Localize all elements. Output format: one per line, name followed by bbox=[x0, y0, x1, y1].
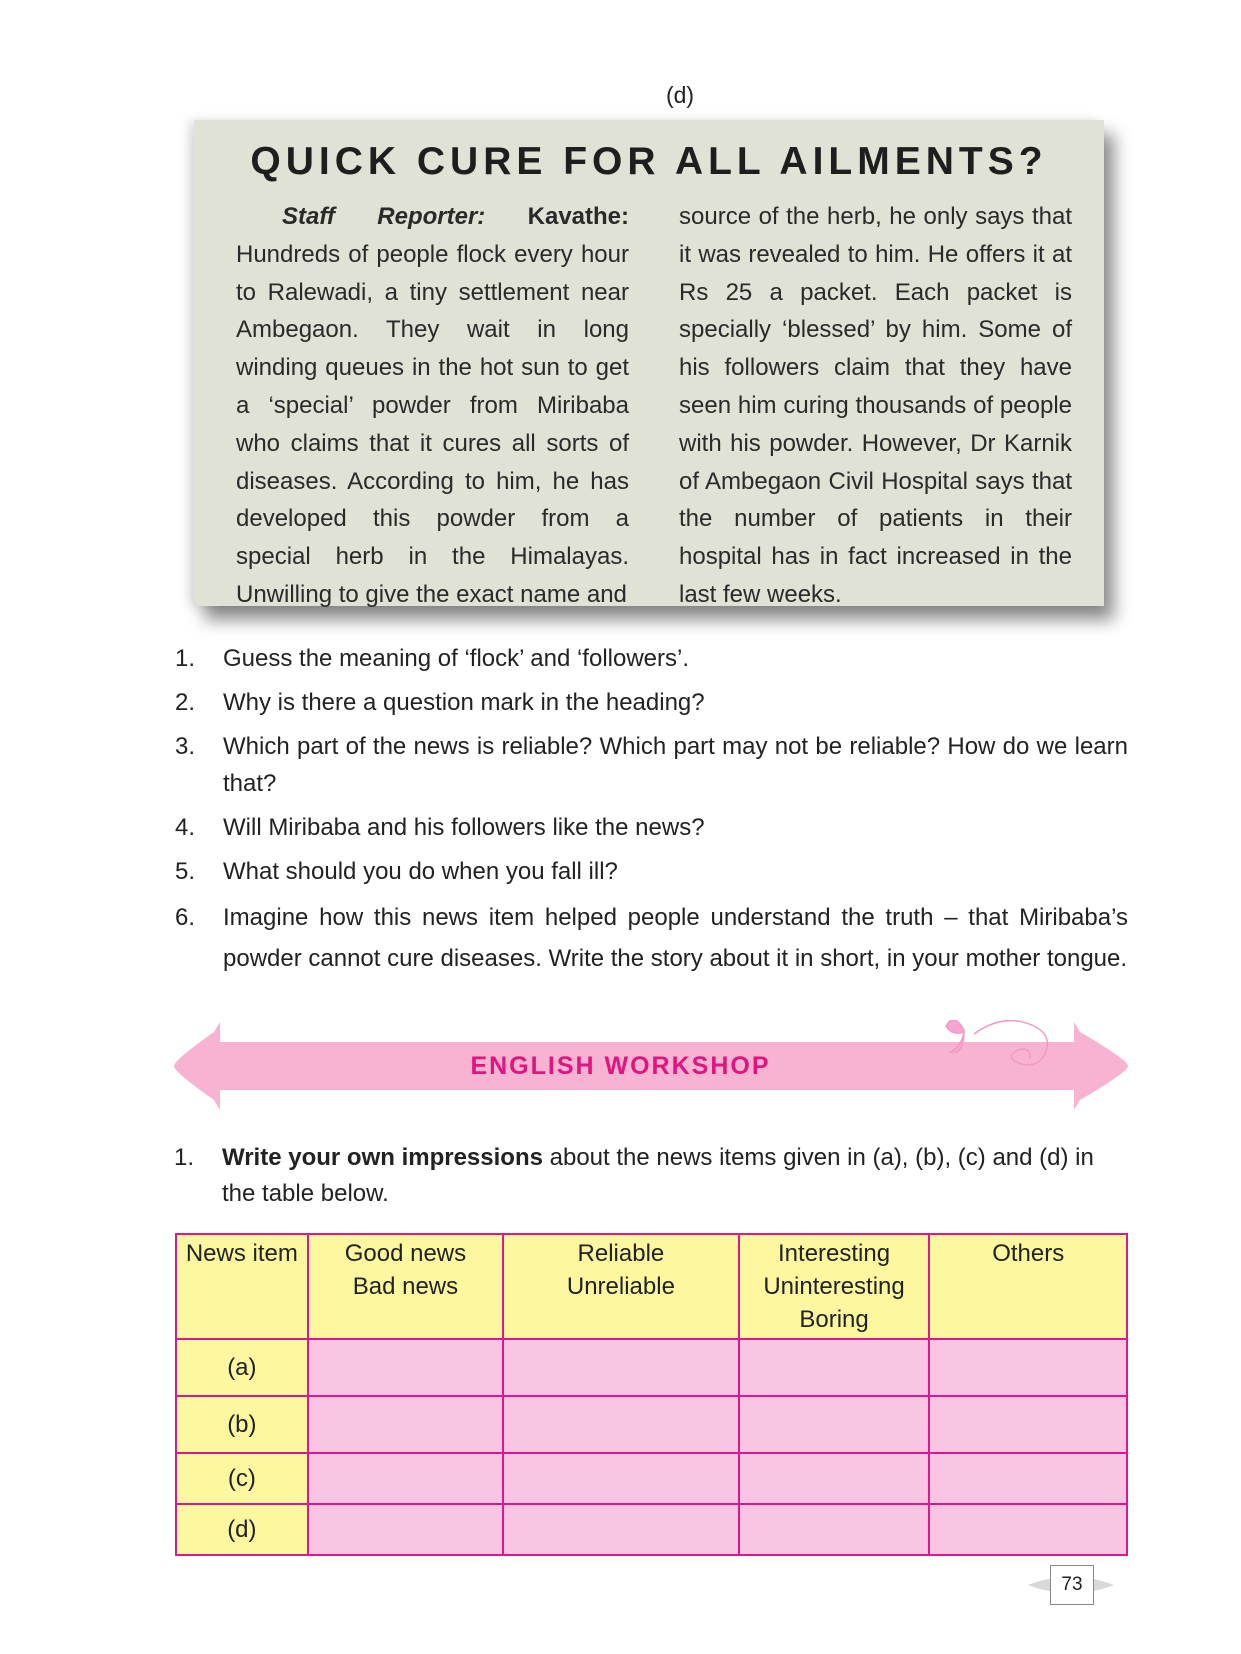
header-good-bad: Good news Bad news bbox=[308, 1234, 503, 1339]
page-number: 73 bbox=[1050, 1565, 1094, 1605]
table-cell[interactable] bbox=[308, 1339, 503, 1396]
question-item bbox=[175, 684, 1128, 721]
impressions-table bbox=[175, 1233, 1128, 1556]
header-news-item: News item bbox=[176, 1234, 308, 1339]
question-number: 4. bbox=[175, 814, 196, 841]
table-row bbox=[176, 1396, 1127, 1453]
table-cell[interactable] bbox=[929, 1504, 1127, 1555]
table-cell[interactable] bbox=[503, 1504, 738, 1555]
item-label: (d) bbox=[665, 82, 695, 108]
table-cell[interactable] bbox=[503, 1339, 738, 1396]
table-cell[interactable] bbox=[503, 1453, 738, 1504]
table-cell[interactable] bbox=[929, 1339, 1127, 1396]
question-number: 3. bbox=[175, 733, 196, 760]
row-label: (d) bbox=[176, 1504, 308, 1555]
question-item bbox=[175, 728, 1128, 802]
table-cell[interactable] bbox=[739, 1396, 930, 1453]
table-cell[interactable] bbox=[739, 1339, 930, 1396]
task-number: 1. bbox=[174, 1144, 195, 1171]
table-row bbox=[176, 1339, 1127, 1396]
question-item bbox=[175, 853, 1128, 890]
question-text: What should you do when you fall ill? bbox=[223, 858, 618, 885]
question-number: 1. bbox=[175, 645, 196, 672]
question-list bbox=[175, 640, 1128, 986]
table-row bbox=[176, 1453, 1127, 1504]
table-cell[interactable] bbox=[739, 1504, 930, 1555]
question-number: 2. bbox=[175, 689, 196, 716]
question-item bbox=[175, 640, 1128, 677]
table-cell[interactable] bbox=[308, 1396, 503, 1453]
row-label: (b) bbox=[176, 1396, 308, 1453]
table-cell[interactable] bbox=[929, 1453, 1127, 1504]
workshop-task bbox=[174, 1140, 1128, 1212]
question-text: Which part of the news is reliable? Which part may not be reliable? How do we learn that? bbox=[223, 733, 1128, 797]
news-column-left bbox=[236, 198, 629, 614]
table-header-row bbox=[176, 1234, 1127, 1339]
byline-reporter: Reporter: bbox=[377, 203, 486, 230]
task-bold-text: Write your own impressions bbox=[222, 1144, 543, 1171]
news-left-text: Hundreds of people flock every hour to Ralewadi, a tiny settlement near Ambegaon. They wait in long winding queues in the hot sun to get a ‘special’ powder from Miribaba who claims that it cures all sorts of diseases. According to him, he has developed this powder from a special herb in the Himalayas. Unwilling to give the exact name and bbox=[236, 240, 629, 608]
row-label: (a) bbox=[176, 1339, 308, 1396]
question-item bbox=[175, 809, 1128, 846]
question-item bbox=[175, 897, 1128, 979]
question-number: 5. bbox=[175, 858, 196, 885]
table-cell[interactable] bbox=[503, 1396, 738, 1453]
header-reliable: Reliable Unreliable bbox=[503, 1234, 738, 1339]
table-row bbox=[176, 1504, 1127, 1555]
question-text: Will Miribaba and his followers like the news? bbox=[223, 814, 705, 841]
table-cell[interactable] bbox=[739, 1453, 930, 1504]
page-number-badge bbox=[1028, 1565, 1114, 1605]
question-text: Imagine how this news item helped people understand the truth – that Miribaba’s powder cannot cure diseases. Write the story about it in short, in your mother tongue. bbox=[223, 904, 1128, 972]
news-clipping bbox=[194, 120, 1104, 606]
workshop-title: ENGLISH WORKSHOP bbox=[470, 1052, 771, 1080]
question-text: Guess the meaning of ‘flock’ and ‘followers’. bbox=[223, 645, 690, 672]
byline bbox=[236, 198, 629, 236]
table-cell[interactable] bbox=[308, 1504, 503, 1555]
row-label: (c) bbox=[176, 1453, 308, 1504]
table-cell[interactable] bbox=[929, 1396, 1127, 1453]
news-headline: QUICK CURE FOR ALL AILMENTS? bbox=[250, 140, 1048, 183]
byline-staff: Staff bbox=[282, 203, 335, 230]
byline-place: Kavathe: bbox=[527, 203, 630, 230]
news-column-right: source of the herb, he only says that it was revealed to him. He offers it at Rs 25 a packet. Each packet is specially ‘blessed’ by him. Some of his followers claim that they have seen him curing thousands of people with his powder. However, Dr Karnik of Ambegaon Civil Hospital says that the number of patients in their hospital has in fact increased in the last few weeks. bbox=[679, 203, 1072, 608]
table-cell[interactable] bbox=[308, 1453, 503, 1504]
question-text: Why is there a question mark in the heading? bbox=[223, 689, 705, 716]
question-number: 6. bbox=[175, 904, 196, 931]
task-text: about the news items given in (a), (b), (c) and (d) in the table below. bbox=[222, 1144, 1094, 1207]
header-interesting: Interesting Uninteresting Boring bbox=[739, 1234, 930, 1339]
header-others: Others bbox=[929, 1234, 1127, 1339]
